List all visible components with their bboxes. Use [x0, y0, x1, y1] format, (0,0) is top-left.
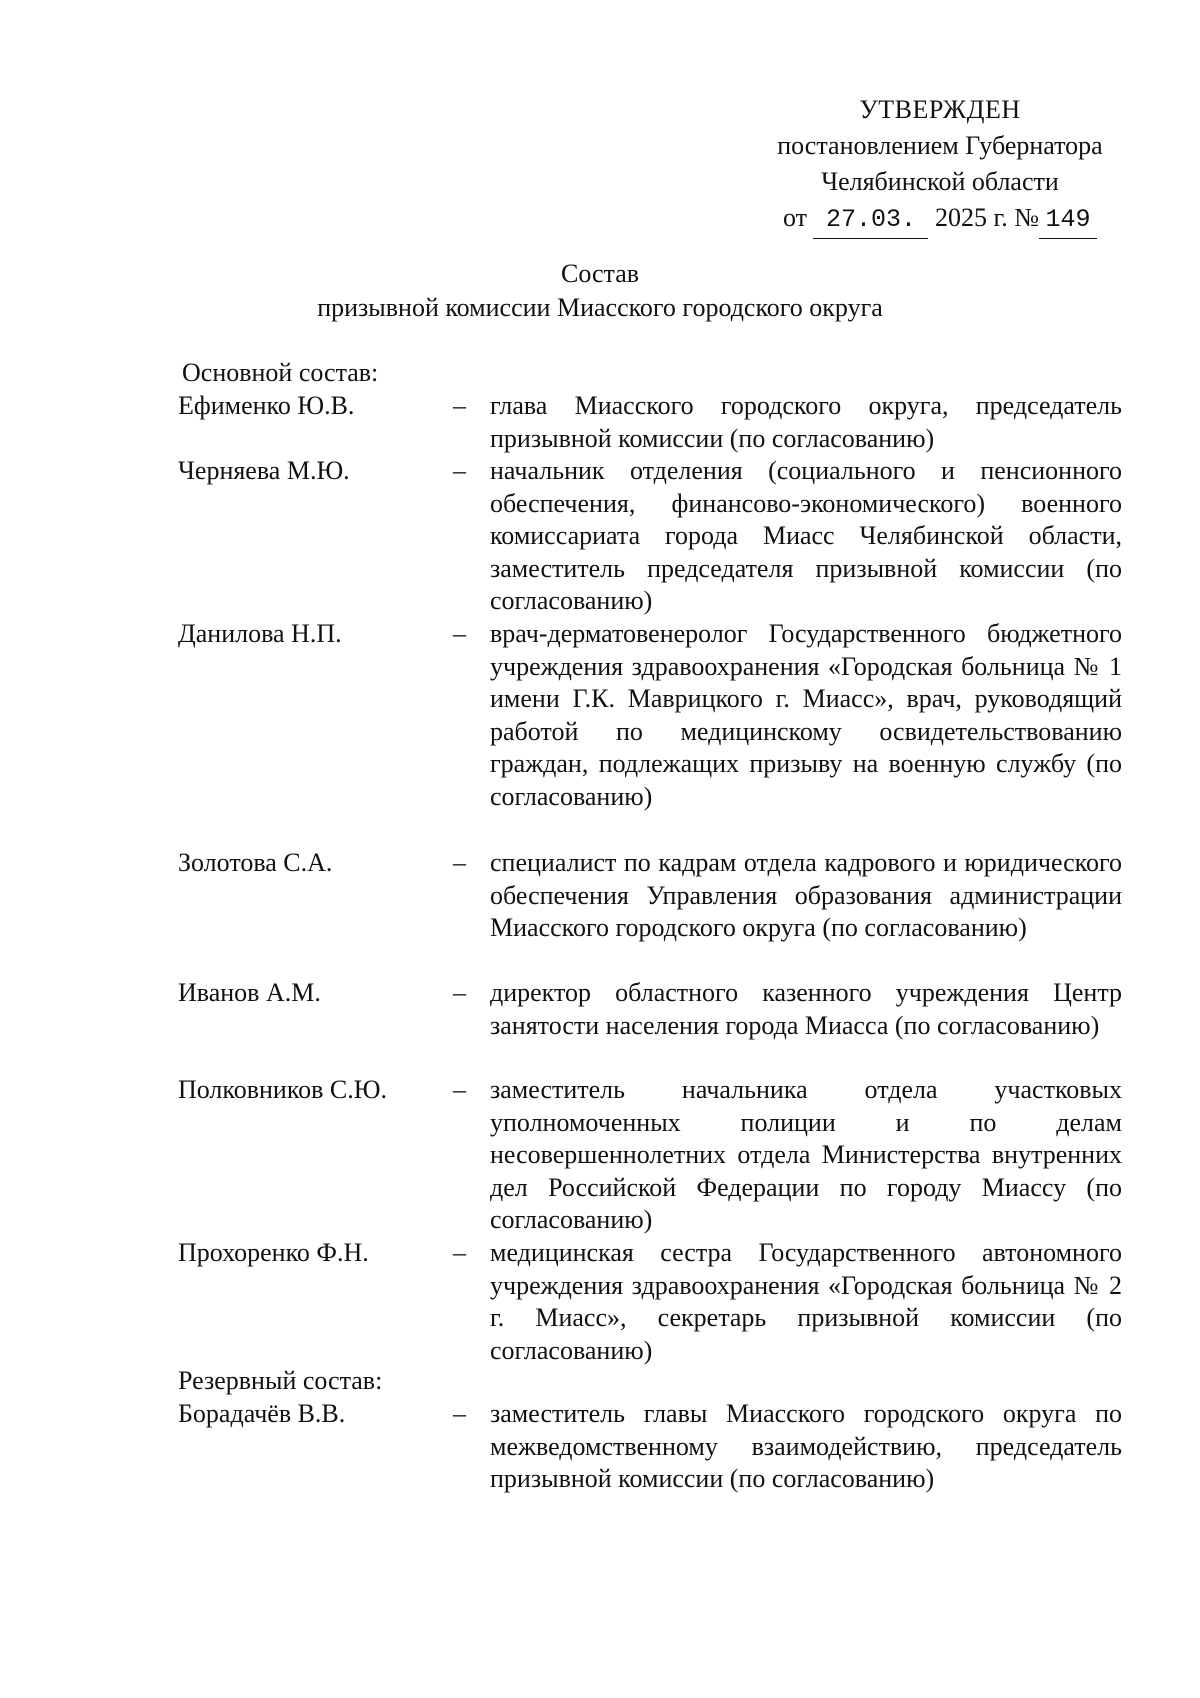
member-role: заместитель начальника отдела участковых уполномоченных полиции и по делам несовершеннолетних отдела Министерства внутренних дел Российской Федерации по городу Миассу (по согласованию) [490, 1075, 1122, 1235]
main-section-label: Основной состав: [182, 358, 379, 387]
member-name: Черняева М.Ю. [178, 456, 350, 485]
member-role: медицинская сестра Государственного автономного учреждения здравоохранения «Городская больница № 2 г. Миасс», секретарь призывной комиссии (по согласованию) [490, 1238, 1122, 1365]
title-line-1: Состав [560, 259, 640, 288]
member-dash: – [453, 619, 466, 648]
approval-line-2: Челябинской области [821, 167, 1059, 196]
reserve-section-label: Резервный состав: [178, 1366, 383, 1395]
document-title [0, 257, 1200, 325]
member-dash: – [453, 456, 466, 485]
member-name: Борадачёв В.В. [178, 1399, 346, 1428]
approval-date-line [740, 200, 1140, 239]
member-dash: – [453, 1238, 466, 1267]
member-role: специалист по кадрам отдела кадрового и юридического обеспечения Управления образования администрации Миасского городского округа (по согласованию) [490, 848, 1122, 943]
member-dash: – [453, 848, 466, 877]
member-dash: – [453, 1399, 466, 1428]
member-dash: – [453, 391, 466, 420]
member-name: Данилова Н.П. [178, 619, 342, 648]
member-role: начальник отделения (социального и пенсионного обеспечения, финансово-экономического) военного комиссариата города Миасс Челябинской области, заместитель председателя призывной комиссии (по согласованию) [490, 456, 1122, 616]
member-name: Золотова С.А. [178, 848, 333, 877]
member-role: заместитель главы Миасского городского округа по межведомственному взаимодействию, председатель призывной комиссии (по согласованию) [490, 1399, 1122, 1494]
member-role: глава Миасского городского округа, председатель призывной комиссии (по согласованию) [490, 391, 1122, 453]
member-role: врач-дерматовенеролог Государственного бюджетного учреждения здравоохранения «Городская больница № 1 имени Г.К. Маврицкого г. Миасс», врач, руководящий работой по медицинскому освидетельствованию граждан, подлежащих призыву на военную службу (по согласованию) [490, 619, 1122, 811]
member-name: Прохоренко Ф.Н. [178, 1238, 369, 1267]
member-name: Ефименко Ю.В. [178, 391, 355, 420]
title-line-2: призывной комиссии Миасского городского округа [317, 293, 883, 322]
approval-stamp-block [740, 92, 1140, 239]
member-role: директор областного казенного учреждения Центр занятости населения города Миасса (по согласованию) [490, 978, 1122, 1040]
approval-prefix: от [782, 203, 807, 232]
approval-number: 149 [1039, 202, 1097, 239]
member-name: Полковников С.Ю. [178, 1075, 387, 1104]
approval-line-1: постановлением Губернатора [777, 131, 1103, 160]
member-dash: – [453, 1075, 466, 1104]
approval-heading: УТВЕРЖДЕН [859, 95, 1021, 124]
member-dash: – [453, 978, 466, 1007]
member-name: Иванов А.М. [178, 978, 321, 1007]
approval-year: 2025 г. № [934, 203, 1040, 232]
approval-date: 27.03. [813, 202, 928, 239]
